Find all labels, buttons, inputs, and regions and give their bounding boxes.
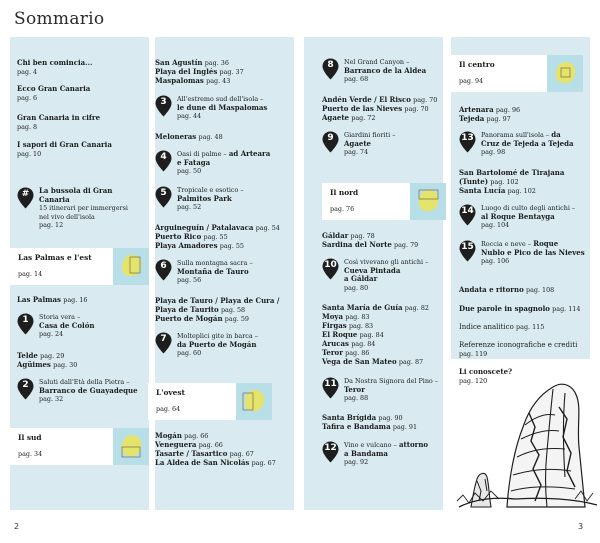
- tour-line: da Puerto de Mogán: [177, 339, 257, 349]
- region-page: pag. 34: [18, 450, 43, 458]
- pin-icon: [322, 441, 339, 463]
- tour-entry[interactable]: [459, 240, 596, 266]
- toc-entry[interactable]: Santa Lucía pag. 102: [459, 186, 536, 195]
- toc-entry[interactable]: Andata e ritorno pag. 108: [459, 285, 555, 294]
- tour-entry[interactable]: [322, 131, 446, 157]
- pin-icon: [322, 377, 339, 399]
- toc-entry[interactable]: Agaete pag. 72: [322, 113, 376, 122]
- toc-entry[interactable]: Moya pag. 83: [322, 312, 370, 321]
- pin-number: 12: [324, 443, 337, 453]
- page-number-left: 2: [14, 522, 20, 531]
- conoscete-title: Li conoscete?: [459, 367, 513, 376]
- toc-entry[interactable]: Mogán pag. 66: [155, 431, 209, 440]
- toc-entry[interactable]: Puerto de Mogán pag. 59: [155, 314, 249, 323]
- toc-entry[interactable]: Puerto de las Nieves pag. 70: [322, 104, 429, 113]
- page-ref: pag. 32: [39, 395, 64, 404]
- pin-number: 1: [22, 315, 29, 325]
- pin-number: 3: [160, 97, 167, 107]
- toc-entry[interactable]: Ecco Gran Canaria: [17, 84, 91, 93]
- toc-entry[interactable]: Santa María de Guía pag. 82: [322, 303, 429, 312]
- bussola-line: 15 itinerari per immergersi: [39, 204, 128, 213]
- page-ref: pag. 52: [177, 203, 202, 212]
- page-title: Sommario: [14, 9, 105, 29]
- tour-line: attorno: [398, 440, 429, 449]
- pin-number: 8: [327, 60, 334, 70]
- toc-entry[interactable]: Sardina del Norte pag. 79: [322, 240, 419, 249]
- tour-line: Luogo di culto degli antichi –: [481, 204, 576, 212]
- tour-line: Barranco de la Aldea: [344, 65, 427, 75]
- toc-entry[interactable]: Tasarte / Tasartico pag. 67: [155, 449, 254, 458]
- toc-entry[interactable]: Tejeda pag. 97: [459, 114, 511, 123]
- tour-line: le dune di Maspalomas: [177, 102, 268, 112]
- tour-line: Così vivevano gli antichi –: [344, 258, 429, 266]
- tour-line: Casa de Colón: [39, 320, 95, 330]
- page-ref: pag. 106: [481, 257, 510, 266]
- pin-icon: [322, 131, 339, 153]
- toc-entry[interactable]: Santa Brígida pag. 90: [322, 413, 403, 422]
- pin-icon: [17, 378, 34, 400]
- pin-number: 5: [160, 188, 167, 198]
- tour-entry[interactable]: [155, 186, 294, 212]
- toc-entry[interactable]: Playa Amadores pag. 55: [155, 241, 244, 250]
- region-box-west[interactable]: [148, 383, 272, 420]
- page-ref: pag. 56: [177, 276, 202, 285]
- pin-icon: [322, 58, 339, 80]
- pin-icon: [459, 204, 476, 226]
- conoscete-box[interactable]: [451, 359, 600, 510]
- toc-entry[interactable]: Playa del Inglés pag. 37: [155, 67, 244, 76]
- island-map-icon: [113, 248, 149, 285]
- toc-entry[interactable]: Puerto Rico pag. 55: [155, 232, 228, 241]
- tour-line: da: [551, 130, 561, 139]
- bussola-title: La bussola di Gran Canaria: [39, 186, 113, 204]
- toc-entry[interactable]: Playa de Tauro / Playa de Cura /: [155, 296, 280, 305]
- pin-icon: [155, 332, 172, 354]
- toc-entry[interactable]: Playa de Taurito pag. 58: [155, 305, 246, 314]
- tour-entry[interactable]: [17, 378, 145, 404]
- region-box-east[interactable]: [10, 248, 149, 285]
- pin-icon: [17, 313, 34, 335]
- tour-line: ad Arteara: [228, 149, 271, 158]
- pin-number: 13: [461, 133, 474, 143]
- pin-icon: [459, 131, 476, 153]
- pin-number: 6: [160, 261, 167, 271]
- pin-number: 14: [461, 206, 474, 216]
- conoscete-page: pag. 120: [459, 377, 488, 385]
- page-number-right: 3: [578, 522, 584, 531]
- page-ref: pag. 60: [177, 349, 202, 358]
- tour-line: Oasi di palme –: [177, 150, 227, 158]
- toc-entry[interactable]: San Agustín pag. 36: [155, 58, 229, 67]
- tour-line: Cruz de Tejeda a Tejeda: [481, 138, 574, 148]
- region-box-north[interactable]: [322, 183, 446, 220]
- tour-entry[interactable]: [155, 95, 294, 121]
- region-name: Il nord: [330, 188, 359, 197]
- pin-icon: [155, 259, 172, 281]
- toc-entry[interactable]: San Bartolomé de Tirajana: [459, 168, 565, 177]
- toc-entry[interactable]: Maspalomas pag. 43: [155, 76, 231, 85]
- tour-entry[interactable]: [155, 150, 294, 176]
- toc-entry[interactable]: Agüimes pag. 30: [17, 360, 78, 369]
- pin-icon: [459, 240, 476, 262]
- pin-icon: [17, 187, 34, 209]
- region-page: pag. 14: [18, 270, 43, 278]
- pin-number: #: [21, 189, 30, 199]
- toc-entry[interactable]: El Roque pag. 84: [322, 330, 384, 339]
- island-map-icon: [410, 183, 446, 220]
- pin-number: 10: [324, 260, 337, 270]
- tour-line: Cueva Pintada: [344, 265, 401, 275]
- toc-entry: pag. 10: [17, 150, 42, 158]
- toc-entry[interactable]: (Tunte) pag. 102: [459, 177, 519, 186]
- region-name: Las Palmas e l'est: [18, 253, 92, 262]
- pin-number: 2: [22, 380, 29, 390]
- tour-line: Sulla montagna sacra –: [177, 259, 253, 267]
- page-ref: pag. 50: [177, 167, 202, 176]
- page-ref: pag. 104: [481, 221, 510, 230]
- bussola-line: nel vivo dell'isola: [39, 212, 95, 221]
- tour-line: Barranco de Guayadeque: [39, 385, 138, 395]
- region-name: Il centro: [459, 60, 495, 69]
- toc-entry[interactable]: La Aldea de San Nicolás pag. 67: [155, 458, 276, 467]
- toc-entry[interactable]: Veneguera pag. 66: [155, 440, 223, 449]
- pin-icon: [155, 186, 172, 208]
- tour-line: Storia vera –: [39, 313, 81, 321]
- pin-number: 7: [160, 334, 167, 344]
- toc-entry[interactable]: Arguineguín / Patalavaca pag. 54: [155, 223, 280, 232]
- tour-line: Panorama sull'isola –: [481, 131, 550, 139]
- tour-line: Molteplici gite in barca –: [177, 332, 258, 340]
- rock-sketch-image: [455, 367, 599, 509]
- tour-line: a Bandama: [344, 448, 388, 458]
- tour-line: Palmitos Park: [177, 193, 232, 203]
- page-ref: pag. 80: [344, 283, 369, 292]
- tour-line: Giardini fioriti –: [344, 131, 396, 139]
- tour-entry[interactable]: [155, 259, 294, 285]
- pin-number: 9: [327, 133, 334, 143]
- tour-line: Agaete: [344, 138, 372, 148]
- tour-line: al Roque Bentayga: [481, 211, 555, 221]
- region-name: L'ovest: [156, 388, 185, 397]
- tour-entry[interactable]: [17, 313, 145, 339]
- tour-line: Nel Grand Canyon –: [344, 58, 410, 66]
- toc-entry[interactable]: Teror pag. 86: [322, 348, 370, 357]
- tour-line: Nublo e Pico de las Nieves: [481, 247, 585, 257]
- page-ref: pag. 88: [344, 394, 369, 403]
- pin-number: 15: [461, 242, 474, 252]
- tour-entry[interactable]: [322, 441, 446, 467]
- toc-entry[interactable]: Due parole in spagnolo pag. 114: [459, 304, 581, 313]
- tour-entry[interactable]: [322, 58, 446, 84]
- page-ref: pag. 24: [39, 330, 64, 339]
- tour-entry[interactable]: [459, 131, 596, 157]
- toc-entry[interactable]: Firgas pag. 83: [322, 321, 374, 330]
- toc-entry[interactable]: Las Palmas pag. 16: [17, 295, 88, 304]
- toc-entry[interactable]: Tafira e Bandama pag. 91: [322, 422, 418, 431]
- pin-icon: [322, 258, 339, 280]
- toc-entry[interactable]: Meloneras pag. 48: [155, 132, 223, 141]
- toc-entry: pag. 8: [17, 123, 38, 131]
- toc-entry[interactable]: Vega de San Mateo pag. 87: [322, 357, 424, 366]
- region-name: Il sud: [18, 433, 42, 442]
- tour-line: All'estremo sud dell'isola –: [177, 95, 264, 103]
- toc-entry[interactable]: Gáldar pag. 78: [322, 231, 375, 240]
- page-ref: pag. 12: [39, 221, 64, 230]
- toc-entry[interactable]: Artenara pag. 96: [459, 105, 521, 114]
- region-box-south[interactable]: [10, 428, 149, 465]
- toc-entry: pag. 119: [459, 350, 488, 358]
- toc-entry[interactable]: Indice analitico pag. 115: [459, 323, 545, 331]
- tour-line: e Fataga: [177, 157, 211, 167]
- region-page: pag. 94: [459, 77, 484, 85]
- toc-entry-page: pag. 6: [17, 94, 38, 102]
- pin-number: 4: [160, 152, 167, 162]
- toc-entry-page: pag. 4: [17, 68, 38, 76]
- tour-line: Saluti dall'Età della Pietra –: [39, 378, 130, 386]
- toc-entry[interactable]: Referenze iconografiche e crediti: [459, 341, 578, 349]
- page-ref: pag. 74: [344, 148, 369, 157]
- tour-line: a Gáldar: [344, 274, 378, 284]
- region-page: pag. 64: [156, 405, 181, 413]
- tour-line: Da Nostra Signora del Pino –: [344, 377, 439, 385]
- toc-entry[interactable]: Arucas pag. 84: [322, 339, 376, 348]
- tour-line: Roccia e neve –: [481, 240, 532, 248]
- island-map-icon: [113, 428, 149, 465]
- bussola-entry[interactable]: [17, 187, 145, 230]
- tour-line: Teror: [344, 384, 365, 394]
- page-ref: pag. 92: [344, 458, 369, 467]
- tour-line: Montaña de Tauro: [177, 266, 249, 276]
- toc-entry[interactable]: I sapori di Gran Canaria: [17, 140, 112, 149]
- pin-number: 11: [324, 379, 337, 389]
- pin-icon: [155, 150, 172, 172]
- toc-entry[interactable]: Andén Verde / El Risco pag. 70: [322, 95, 438, 104]
- tour-line: Tropicale e esotico –: [177, 186, 244, 194]
- tour-entry[interactable]: [459, 204, 596, 230]
- region-box-center[interactable]: [451, 55, 583, 92]
- page-ref: pag. 44: [177, 112, 202, 121]
- toc-entry[interactable]: Chi ben comincia...: [17, 58, 93, 67]
- island-map-icon: [547, 55, 583, 92]
- toc-entry[interactable]: Gran Canaria in cifre: [17, 113, 101, 122]
- tour-entry[interactable]: [322, 377, 446, 403]
- tour-line: Vino e vulcano –: [344, 441, 397, 449]
- region-page: pag. 76: [330, 205, 355, 213]
- pin-icon: [155, 95, 172, 117]
- tour-entry[interactable]: [155, 332, 294, 358]
- page-ref: pag. 98: [481, 148, 506, 157]
- tour-entry[interactable]: [322, 258, 446, 292]
- tour-line: Roque: [533, 239, 559, 248]
- page-ref: pag. 68: [344, 75, 369, 84]
- island-map-icon: [236, 383, 272, 420]
- toc-entry[interactable]: Telde pag. 29: [17, 351, 65, 360]
